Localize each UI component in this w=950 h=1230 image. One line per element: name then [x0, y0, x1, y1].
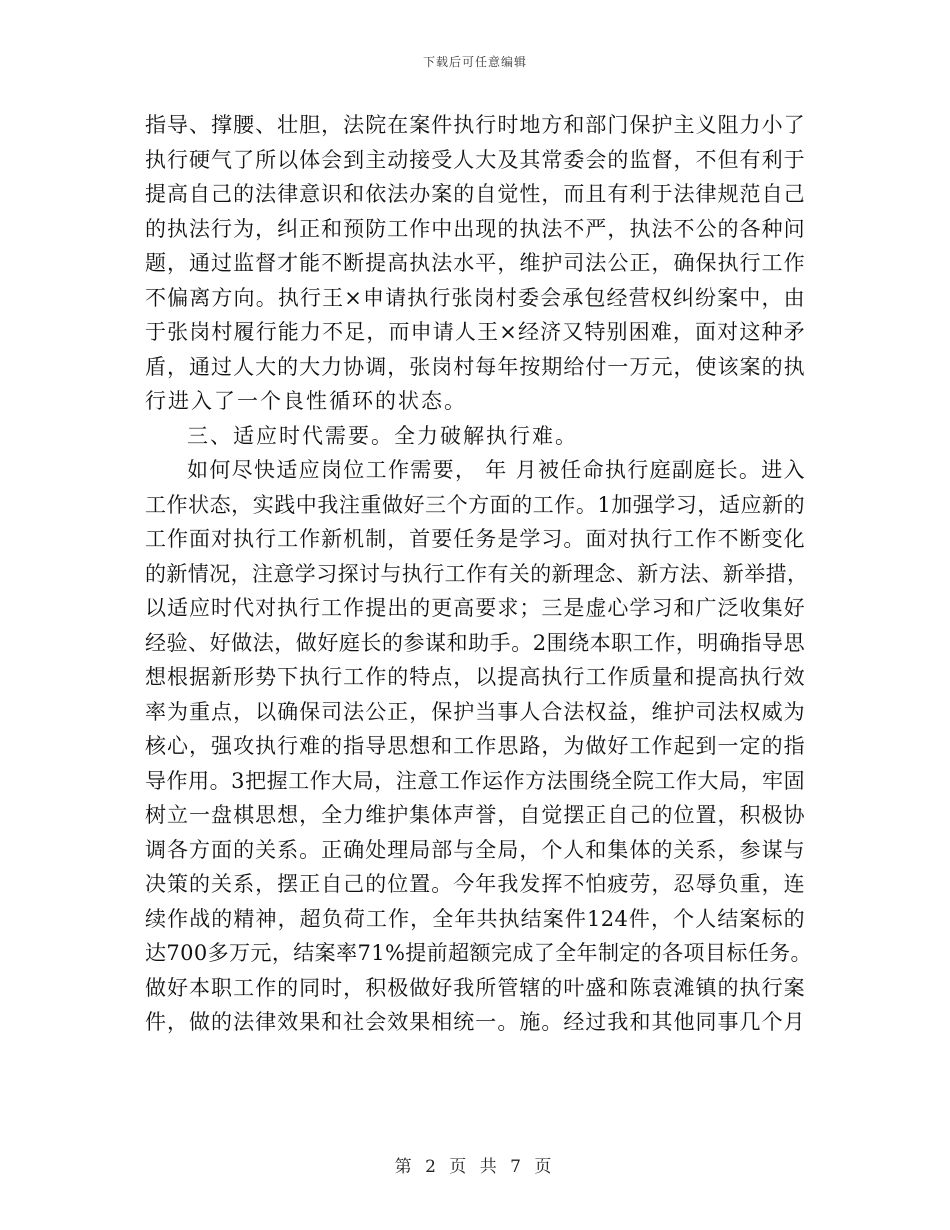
- body-line: 决策的关系，摆正自己的位置。今年我发挥不怕疲劳，忍辱负重，连: [145, 872, 805, 896]
- body-line: 件，做的法律效果和社会效果相统一。施。经过我和其他同事几个月: [145, 1010, 805, 1034]
- body-line: 盾，通过人大的大力协调，张岗村每年按期给付一万元，使该案的执: [145, 354, 805, 379]
- body-line: 调各方面的关系。正确处理局部与全局，个人和集体的关系，参谋与: [145, 837, 805, 862]
- body-line: 行进入了一个良性循环的状态。: [145, 389, 467, 413]
- body-line: 率为重点，以确保司法公正，保护当事人合法权益，维护司法权威为: [145, 699, 805, 724]
- body-line: 的新情况，注意学习探讨与执行工作有关的新理念、新方法、新举措，: [145, 561, 809, 586]
- body-line: 续作战的精神，超负荷工作，全年共执结案件124件，个人结案标的: [145, 906, 805, 931]
- body-line: 经验、好做法，做好庭长的参谋和助手。2围绕本职工作，明确指导思: [145, 630, 805, 655]
- body-line: 以适应时代对执行工作提出的更高要求；三是虚心学习和广泛收集好: [145, 596, 805, 620]
- body-line: 工作面对执行工作新机制，首要任务是学习。面对执行工作不断变化: [145, 527, 805, 551]
- body-line: 树立一盘棋思想，全力维护集体声誉，自觉摆正自己的位置，积极协: [145, 803, 805, 827]
- page-number: 第 2 页 共 7 页: [394, 1157, 556, 1177]
- body-line: 如何尽快适应岗位工作需要， 年 月被任命执行庭副庭长。进入: [187, 458, 805, 482]
- body-line: 想根据新形势下执行工作的特点，以提高执行工作质量和提高执行效: [145, 665, 805, 689]
- body-line: 的执法行为，纠正和预防工作中出现的执法不严，执法不公的各种问: [145, 216, 805, 241]
- body-line: 达700多万元，结案率71%提前超额完成了全年制定的各项目标任务。: [145, 941, 812, 965]
- body-line: 于张岗村履行能力不足，而申请人王×经济又特别困难，面对这种矛: [145, 320, 805, 344]
- body-line: 做好本职工作的同时，积极做好我所管辖的叶盛和陈袁滩镇的执行案: [145, 975, 805, 1000]
- body-line: 工作状态，实践中我注重做好三个方面的工作。1加强学习，适应新的: [145, 492, 805, 517]
- body-line: 不偏离方向。执行王×申请执行张岗村委会承包经营权纠纷案中，由: [145, 285, 805, 310]
- body-line: 指导、撑腰、壮胆，法院在案件执行时地方和部门保护主义阻力小了: [145, 113, 805, 137]
- document-body: [145, 108, 812, 1040]
- body-line: 导作用。3把握工作大局，注意工作运作方法围绕全院工作大局，牢固: [145, 768, 805, 793]
- body-line: 核心，强攻执行难的指导思想和工作思路，为做好工作起到一定的指: [145, 734, 805, 758]
- body-line: 题，通过监督才能不断提高执法水平，维护司法公正，确保执行工作: [145, 251, 805, 275]
- body-line: 提高自己的法律意识和依法办案的自觉性，而且有利于法律规范自己: [145, 182, 805, 206]
- section-heading: 三、适应时代需要。全力破解执行难。: [187, 423, 578, 448]
- body-line: 执行硬气了所以体会到主动接受人大及其常委会的监督，不但有利于: [145, 147, 805, 172]
- page-header: 下载后可任意编辑: [422, 55, 527, 69]
